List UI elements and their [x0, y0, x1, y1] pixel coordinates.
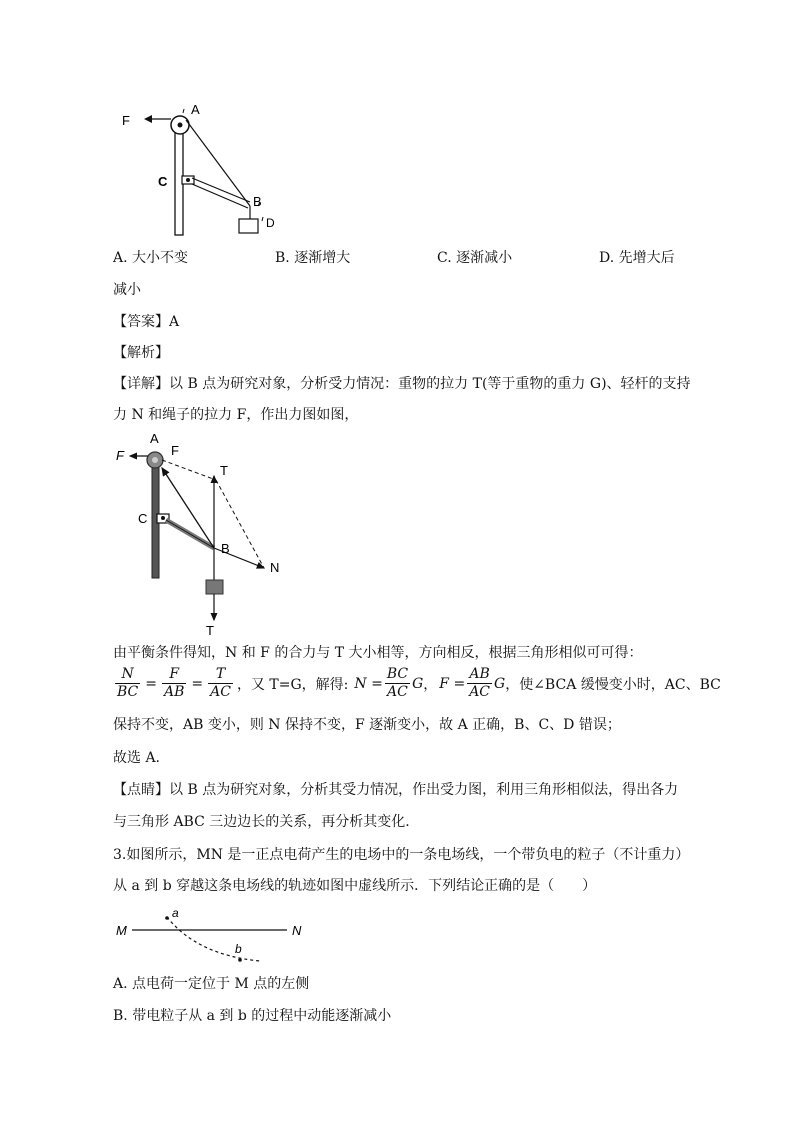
label-a: a	[172, 906, 179, 920]
block-d	[239, 219, 258, 233]
rope-ab	[186, 120, 250, 206]
choose-line: 故选 A.	[113, 750, 161, 766]
option-d-continued: 减小	[113, 282, 141, 298]
label-a: A	[191, 102, 200, 117]
answer-line: 【答案】A	[113, 314, 180, 330]
label-m: M	[116, 923, 127, 938]
pointer-line-1: 【点睛】以 B 点为研究对象，分析其受力情况，作出受力图，利用三角形相似法，得出各力	[113, 782, 679, 798]
equilibrium-text: 由平衡条件得知，N 和 F 的合力与 T 大小相等，方向相反，根据三角形相似可可得：	[113, 645, 643, 661]
figure-field-line	[112, 905, 312, 967]
continuation-line: 保持不变，AB 变小，则 N 保持不变，F 逐渐变小，故 A 正确，B、C、D 错误；	[113, 717, 621, 733]
option-c: C. 逐渐减小	[437, 250, 513, 266]
figure-pulley-rod-system	[110, 98, 300, 238]
q3-option-a: A. 点电荷一定位于 M 点的左侧	[113, 976, 310, 992]
fraction-t-ac: $\frac{T}{AC}$	[210, 666, 231, 700]
label-c: C	[138, 511, 148, 526]
label-n: N	[292, 923, 302, 938]
trajectory	[167, 917, 260, 961]
label-t-bottom: T	[206, 623, 214, 638]
analysis-heading: 【解析】	[113, 345, 169, 361]
option-b: B. 逐渐增大	[275, 250, 351, 266]
similarity-equation: $\frac{N}{BC}$ = $\frac{F}{AB}$ = $\frac{T}{AC}$ ，又 T=G，解得: N = $\frac{BC}{AC}$ G ， F = $\frac{AB}{AC}$ G ，使∠BCA 缓慢变小时，AC、BC	[117, 666, 721, 700]
q3-option-b: B. 带电粒子从 a 到 b 的过程中动能逐渐减小	[113, 1008, 392, 1024]
label-a: A	[150, 431, 159, 446]
label-n: N	[270, 560, 280, 575]
force-f-arrow	[162, 468, 214, 548]
label-b: b	[235, 942, 242, 956]
pointer-line-2: 与三角形 ABC 三边边长的关系，再分析其变化.	[113, 814, 410, 830]
label-f-rope: F	[171, 443, 179, 458]
label-b: B	[221, 541, 230, 556]
label-c: C	[158, 174, 168, 189]
detail-line-2: 力 N 和绳子的拉力 F，作出力图如图，	[113, 407, 359, 423]
label-f-arrow: F	[116, 448, 124, 463]
detail-line-1: 【详解】以 B 点为研究对象，分析受力情况：重物的拉力 T(等于重物的重力 G)、轻杆的支持	[113, 376, 691, 392]
arrow-f	[144, 115, 152, 123]
question-3-line-1: 3.如图所示，MN 是一正点电荷产生的电场中的一条电场线，一个带负电的粒子（不计重力）	[113, 847, 690, 863]
option-d: D. 先增大后	[599, 250, 675, 266]
fraction-f-ab: $\frac{F}{AB}$	[164, 666, 185, 700]
label-t-top: T	[220, 463, 228, 478]
question-3-line-2: 从 a 到 b 穿越这条电场线的轨迹如图中虚线所示．下列结论正确的是（ ）	[113, 878, 597, 894]
label-d: D	[266, 216, 275, 230]
fraction-n-bc: $\frac{N}{BC}$	[117, 666, 139, 700]
label-f: F	[122, 113, 130, 128]
label-b: B	[253, 194, 262, 209]
weight-block	[206, 580, 223, 594]
fraction-bc-ac: $\frac{BC}{AC}$	[386, 666, 409, 700]
option-a: A. 大小不变	[113, 250, 189, 266]
fraction-ab-ac: $\frac{AB}{AC}$	[469, 666, 491, 700]
figure-force-diagram	[108, 430, 298, 638]
